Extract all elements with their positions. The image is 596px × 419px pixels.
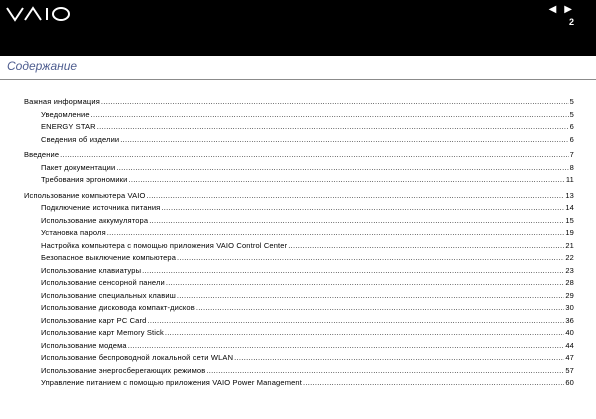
page-navigation (549, 4, 580, 15)
toc-entry-label[interactable]: Настройка компьютера с помощью приложения VAIO Control Center (41, 240, 288, 250)
toc-entry[interactable] (24, 277, 574, 290)
toc-entry[interactable] (24, 327, 574, 340)
page-number: 2 (568, 17, 574, 27)
toc-entry-label[interactable]: Подключение источника питания (41, 203, 161, 212)
toc-entry-label[interactable]: Использование дисковода компакт-дисков (41, 303, 195, 312)
toc-entry[interactable] (24, 227, 574, 240)
toc-entry-page[interactable]: 36 (565, 315, 574, 325)
toc-entry-label[interactable]: Использование компьютера VAIO (24, 190, 146, 200)
toc-entry[interactable] (24, 190, 574, 203)
toc-entry-label[interactable]: Использование карт PC Card (41, 315, 147, 325)
toc-entry-page[interactable]: 5 (569, 109, 574, 119)
previous-page-icon[interactable]: ◀ (548, 4, 565, 15)
toc-entry-page[interactable]: 11 (565, 175, 574, 184)
toc-entry-page[interactable]: 15 (565, 215, 574, 225)
toc-entry-page[interactable]: 6 (569, 122, 574, 131)
page-title: Содержание (7, 59, 78, 73)
toc-dot-leader (147, 315, 564, 328)
toc-entry-label[interactable]: Использование клавиатуры (41, 265, 142, 275)
toc-entry[interactable] (24, 252, 574, 265)
toc-entry[interactable] (24, 302, 574, 315)
toc-entry-page[interactable]: 14 (565, 203, 574, 212)
toc-dot-leader (128, 340, 565, 353)
toc-dot-leader (107, 227, 565, 240)
toc-dot-leader (177, 252, 564, 265)
toc-entry-page[interactable]: 28 (565, 278, 574, 287)
toc-entry-page[interactable]: 7 (569, 150, 574, 159)
toc-entry-page[interactable]: 21 (565, 240, 574, 250)
toc-entry-page[interactable]: 22 (565, 253, 574, 262)
toc-entry[interactable] (24, 265, 574, 278)
toc-dot-leader (166, 277, 564, 290)
toc-dot-leader (101, 96, 569, 109)
table-of-contents (24, 96, 574, 390)
toc-entry-page[interactable]: 23 (565, 265, 574, 275)
toc-entry-label[interactable]: Требования эргономики (41, 175, 128, 184)
toc-entry[interactable] (24, 365, 574, 378)
toc-entry-label[interactable]: Сведения об изделии (41, 134, 120, 144)
toc-entry[interactable] (24, 121, 574, 134)
toc-entry-page[interactable]: 30 (565, 303, 574, 312)
toc-entry-page[interactable]: 6 (569, 134, 574, 144)
next-page-icon[interactable]: ▶ (564, 4, 580, 15)
page-header (0, 0, 596, 56)
toc-entry[interactable] (24, 240, 574, 253)
toc-dot-leader (97, 121, 569, 134)
toc-dot-leader (120, 134, 568, 147)
toc-entry-label[interactable]: Пакет документации (41, 162, 116, 172)
toc-entry-label[interactable]: Важная информация (24, 97, 100, 106)
toc-entry-label[interactable]: Уведомление (41, 109, 90, 119)
toc-dot-leader (177, 290, 564, 303)
toc-entry-page[interactable]: 19 (565, 228, 574, 237)
toc-entry-label[interactable]: Безопасное выключение компьютера (41, 253, 177, 262)
toc-entry[interactable] (24, 162, 574, 175)
toc-entry-page[interactable]: 57 (565, 365, 574, 375)
toc-dot-leader (128, 174, 564, 187)
toc-entry-page[interactable]: 8 (569, 162, 574, 172)
toc-dot-leader (196, 302, 565, 315)
toc-entry-page[interactable]: 44 (565, 340, 574, 350)
toc-dot-leader (303, 377, 564, 390)
toc-dot-leader (142, 265, 564, 278)
toc-entry-label[interactable]: Введение (24, 150, 60, 159)
toc-dot-leader (60, 149, 569, 162)
toc-entry-page[interactable]: 29 (565, 290, 574, 300)
toc-entry[interactable] (24, 149, 574, 162)
title-divider (0, 79, 596, 80)
toc-entry-page[interactable]: 40 (565, 328, 574, 337)
toc-entry[interactable] (24, 96, 574, 109)
toc-entry-page[interactable]: 60 (565, 378, 574, 387)
toc-entry-label[interactable]: Использование специальных клавиш (41, 290, 176, 300)
toc-entry[interactable] (24, 352, 574, 365)
toc-entry[interactable] (24, 340, 574, 353)
toc-entry[interactable] (24, 202, 574, 215)
toc-dot-leader (165, 327, 564, 340)
toc-entry-label[interactable]: Использование энергосберегающих режимов (41, 365, 206, 375)
toc-entry-label[interactable]: Использование сенсорной панели (41, 278, 165, 287)
toc-entry[interactable] (24, 174, 574, 187)
toc-dot-leader (234, 352, 564, 365)
toc-entry-page[interactable]: 47 (565, 353, 574, 362)
toc-entry-label[interactable]: Управление питанием с помощью приложения VAIO Power Management (41, 378, 302, 387)
toc-entry[interactable] (24, 315, 574, 328)
toc-entry[interactable] (24, 215, 574, 228)
toc-entry-page[interactable]: 5 (569, 97, 574, 106)
toc-dot-leader (288, 240, 564, 253)
toc-entry-label[interactable]: Использование модема (41, 340, 127, 350)
toc-entry-label[interactable]: ENERGY STAR (41, 122, 96, 131)
toc-entry-page[interactable]: 13 (565, 190, 574, 200)
toc-entry[interactable] (24, 290, 574, 303)
toc-dot-leader (206, 365, 564, 378)
toc-dot-leader (116, 162, 568, 175)
toc-dot-leader (91, 109, 569, 122)
toc-entry-label[interactable]: Установка пароля (41, 228, 106, 237)
vaio-logo (6, 6, 76, 22)
toc-dot-leader (146, 190, 564, 203)
toc-entry-label[interactable]: Использование карт Memory Stick (41, 328, 164, 337)
toc-dot-leader (149, 215, 564, 228)
toc-entry[interactable] (24, 109, 574, 122)
toc-dot-leader (161, 202, 564, 215)
toc-entry-label[interactable]: Использование беспроводной локальной сети WLAN (41, 353, 234, 362)
toc-entry-label[interactable]: Использование аккумулятора (41, 215, 149, 225)
toc-entry[interactable] (24, 377, 574, 390)
toc-entry[interactable] (24, 134, 574, 147)
